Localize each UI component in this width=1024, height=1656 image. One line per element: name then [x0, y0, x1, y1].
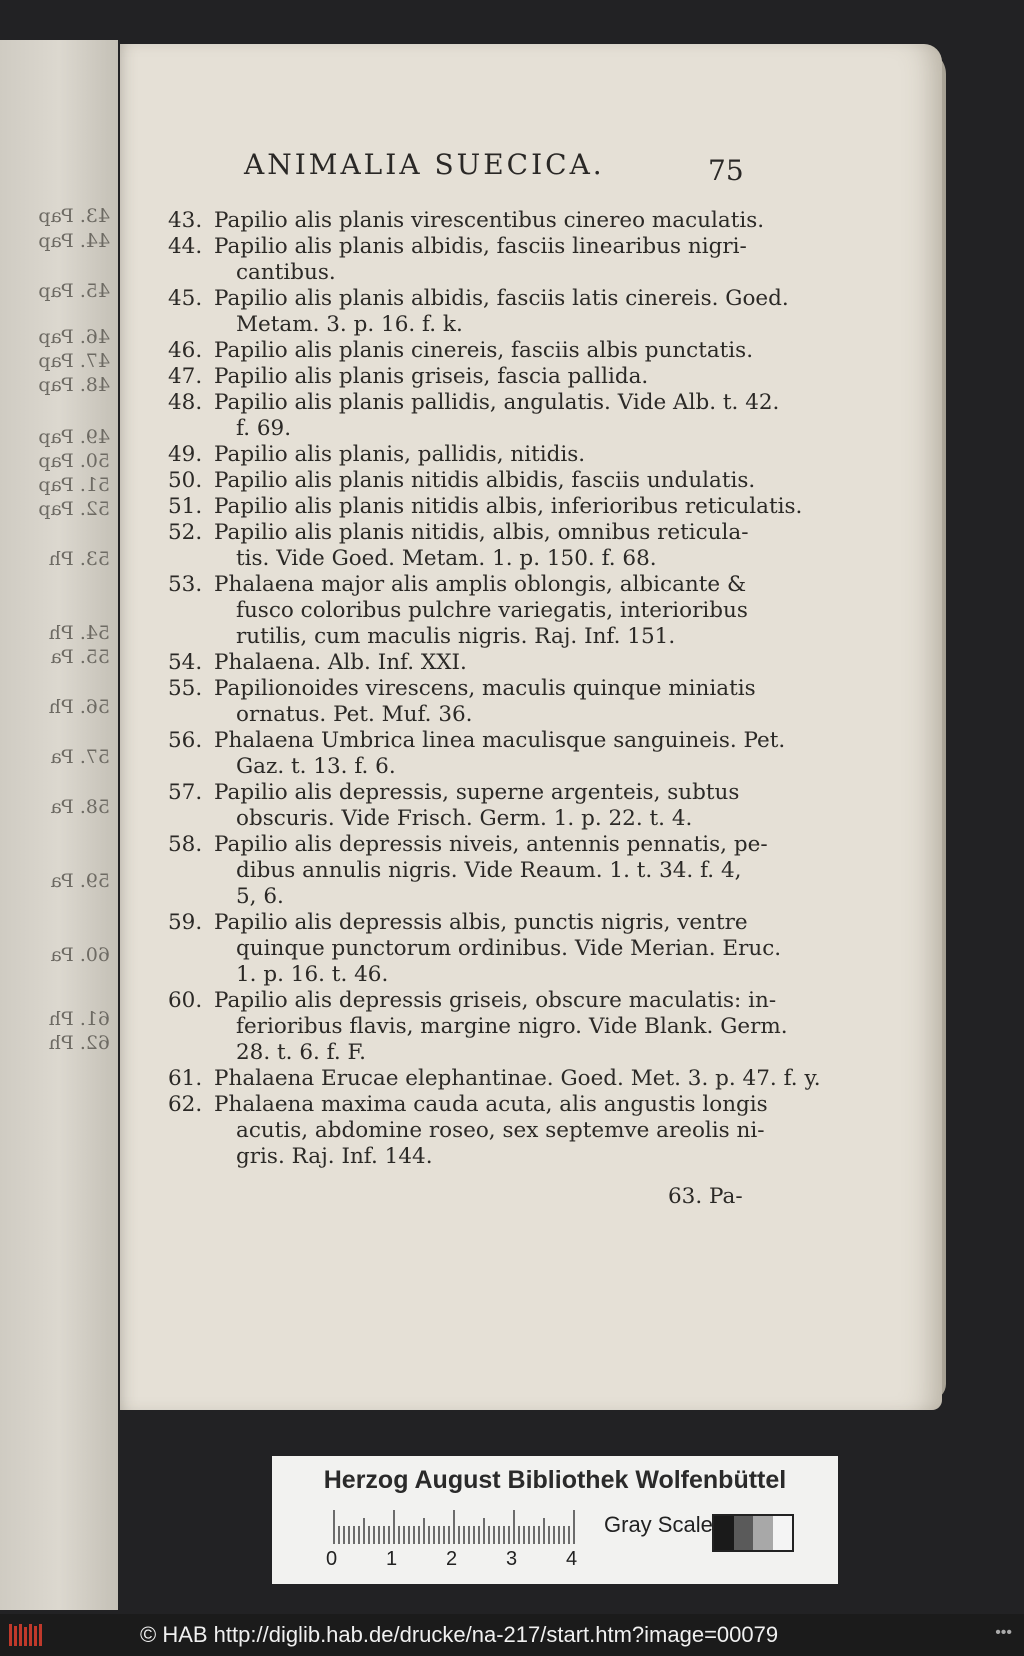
entry-item	[168, 234, 753, 286]
entry-line: Papilio alis depressis griseis, obscure maculatis: in-	[214, 988, 777, 1013]
entry-line: Papilio alis planis albidis, fasciis linearibus nigri-	[214, 234, 747, 259]
entry-text	[214, 442, 753, 468]
entry-line: Gaz. t. 13. f. 6.	[236, 754, 396, 779]
entry-item	[168, 780, 753, 832]
viewer-footer	[0, 1614, 1024, 1656]
entry-line: Papilio alis planis albidis, fasciis latis cinereis. Goed.	[214, 286, 789, 311]
entry-text	[214, 832, 768, 910]
entry-line: gris. Raj. Inf. 144.	[236, 1144, 433, 1169]
previous-page-line: 43. Pap	[38, 205, 110, 227]
entry-line: ferioribus flavis, margine nigro. Vide Blank. Germ.	[236, 1014, 788, 1039]
entry-line: Papilio alis planis nitidis, albis, omnibus reticula-	[214, 520, 749, 545]
entry-text	[214, 364, 753, 390]
previous-page-line: 47. Pap	[38, 350, 110, 372]
entry-number: 49.	[168, 442, 203, 467]
entry-line: Papilio alis depressis albis, punctis nigris, ventre	[214, 910, 748, 935]
entry-text	[214, 676, 756, 728]
entry-item	[168, 572, 753, 650]
entry-text	[214, 468, 756, 494]
entry-line: quinque punctorum ordinibus. Vide Merian. Eruc.	[236, 936, 782, 961]
entry-number: 51.	[168, 494, 203, 519]
entry-line: fusco coloribus pulchre variegatis, interioribus	[236, 598, 748, 623]
entry-line: Phalaena Umbrica linea maculisque sanguineis. Pet.	[214, 728, 786, 753]
ruler-label: 4	[566, 1548, 578, 1570]
entry-text	[214, 494, 803, 520]
entry-item	[168, 676, 756, 728]
entry-line: 1. p. 16. t. 46.	[236, 962, 389, 987]
entry-line: Papilio alis planis, pallidis, nitidis.	[214, 442, 586, 467]
color-calibration-label	[272, 1456, 838, 1584]
entry-text	[214, 390, 780, 442]
previous-page-line: 50. Pap	[38, 450, 110, 472]
entry-text	[214, 520, 753, 572]
entry-item	[168, 988, 788, 1066]
entry-number: 43.	[168, 208, 203, 233]
gray-swatch-block	[714, 1516, 734, 1550]
previous-page-line: 59. Pa	[50, 870, 110, 892]
entry-item	[168, 1092, 768, 1170]
entry-item	[168, 286, 789, 338]
entry-number: 50.	[168, 468, 203, 493]
previous-page-line: 56. Ph	[48, 696, 110, 718]
entry-item	[168, 208, 765, 234]
entry-item	[168, 728, 786, 780]
entry-number: 48.	[168, 390, 203, 415]
entry-number: 52.	[168, 520, 203, 545]
page-number: 75	[708, 154, 744, 187]
entry-item	[168, 442, 753, 468]
entry-number: 47.	[168, 364, 203, 389]
entry-number: 57.	[168, 780, 203, 805]
gray-swatch-block	[773, 1516, 793, 1550]
entry-line: Papilio alis planis virescentibus cinereo maculatis.	[214, 208, 765, 233]
entry-item	[168, 494, 803, 520]
previous-page-line: 45. Pap	[38, 280, 110, 302]
entry-text	[214, 988, 788, 1066]
previous-page-line: 54. Ph	[48, 622, 110, 644]
catchword: 63. Pa-	[668, 1184, 743, 1209]
entry-text	[214, 780, 753, 832]
entry-number: 60.	[168, 988, 203, 1013]
previous-page-line: 52. Pap	[38, 498, 110, 520]
copyright-url[interactable]: © HAB http://diglib.hab.de/drucke/na-217/start.htm?image=00079	[140, 1622, 779, 1647]
previous-page-line: 44. Pap	[38, 230, 110, 252]
entry-number: 58.	[168, 832, 203, 857]
previous-page-line: 46. Pap	[38, 326, 110, 348]
entry-line: obscuris. Vide Frisch. Germ. 1. p. 22. t. 4.	[236, 806, 693, 831]
previous-page-line: 58. Pa	[50, 796, 110, 818]
entry-line: Phalaena major alis amplis oblongis, albicante &	[214, 572, 747, 597]
ruler-label: 2	[446, 1548, 458, 1570]
gray-swatch-block	[734, 1516, 754, 1550]
entry-item	[168, 650, 753, 676]
entry-text	[214, 650, 753, 676]
entry-line: Papilio alis planis nitidis albis, inferioribus reticulatis.	[214, 494, 803, 519]
entry-line: f. 69.	[236, 416, 292, 441]
more-options-icon[interactable]: •••	[995, 1624, 1012, 1641]
entry-line: Papilio alis planis nitidis albidis, fasciis undulatis.	[214, 468, 756, 493]
entry-number: 61.	[168, 1066, 203, 1091]
previous-page-line: 53. Ph	[48, 548, 110, 570]
entry-line: Papilio alis planis cinereis, fasciis albis punctatis.	[214, 338, 754, 363]
entry-number: 59.	[168, 910, 203, 935]
previous-page-line: 62. Ph	[48, 1032, 110, 1054]
entry-line: tis. Vide Goed. Metam. 1. p. 150. f. 68.	[236, 546, 657, 571]
entry-text	[214, 1066, 821, 1092]
entry-item	[168, 364, 753, 390]
ruler-label: 1	[386, 1548, 398, 1570]
entry-item	[168, 520, 753, 572]
ruler-scale	[332, 1508, 582, 1544]
entry-text	[214, 286, 789, 338]
entry-item	[168, 910, 782, 988]
entry-item	[168, 338, 753, 364]
gray-scale-swatch	[712, 1514, 794, 1552]
ruler-label: 3	[506, 1548, 518, 1570]
previous-page-line: 51. Pap	[38, 474, 110, 496]
previous-page-line: 49. Pap	[38, 426, 110, 448]
hab-logo-icon	[8, 1622, 44, 1648]
page-title: ANIMALIA SUECICA.	[244, 148, 605, 181]
gray-scale-text: Gray Scale	[604, 1512, 713, 1537]
entry-line: Metam. 3. p. 16. f. k.	[236, 312, 463, 337]
ruler-label: 0	[326, 1548, 338, 1570]
entry-number: 62.	[168, 1092, 203, 1117]
entry-line: cantibus.	[236, 260, 336, 285]
entry-text	[214, 728, 786, 780]
entry-line: Papilio alis planis pallidis, angulatis. Vide Alb. t. 42.	[214, 390, 780, 415]
entry-item	[168, 832, 768, 910]
entry-number: 45.	[168, 286, 203, 311]
entry-text	[214, 572, 753, 650]
entry-line: acutis, abdomine roseo, sex septemve areolis ni-	[236, 1118, 765, 1143]
entry-text	[214, 208, 765, 234]
previous-page-line: 57. Pa	[50, 746, 110, 768]
entry-list	[168, 208, 821, 1170]
entry-line: rutilis, cum maculis nigris. Raj. Inf. 151.	[236, 624, 676, 649]
entry-number: 44.	[168, 234, 203, 259]
entry-line: Phalaena Erucae elephantinae. Goed. Met. 3. p. 47. f. y.	[214, 1066, 821, 1091]
entry-number: 53.	[168, 572, 203, 597]
previous-page-line: 60. Pa	[50, 944, 110, 966]
entry-item	[168, 390, 780, 442]
entry-line: Papilio alis depressis, superne argenteis, subtus	[214, 780, 740, 805]
entry-text	[214, 910, 782, 988]
previous-page-edge	[0, 40, 118, 1610]
entry-line: 28. t. 6. f. F.	[236, 1040, 366, 1065]
entry-line: Papilio alis planis griseis, fascia pallida.	[214, 364, 649, 389]
entry-number: 55.	[168, 676, 203, 701]
entry-item	[168, 468, 756, 494]
previous-page-line: 61. Ph	[48, 1008, 110, 1030]
entry-text	[214, 338, 753, 364]
entry-line: 5, 6.	[236, 884, 284, 909]
entry-line: Phalaena maxima cauda acuta, alis angustis longis	[214, 1092, 768, 1117]
entry-number: 56.	[168, 728, 203, 753]
entry-line: Papilionoides virescens, maculis quinque miniatis	[214, 676, 756, 701]
entry-line: ornatus. Pet. Muf. 36.	[236, 702, 473, 727]
entry-number: 54.	[168, 650, 203, 675]
entry-line: Papilio alis depressis niveis, antennis pennatis, pe-	[214, 832, 768, 857]
entry-text	[214, 1092, 768, 1170]
previous-page-line: 55. Pa	[50, 646, 110, 668]
institution-name: Herzog August Bibliothek Wolfenbüttel	[323, 1466, 787, 1494]
entry-item	[168, 1066, 821, 1092]
gray-swatch-block	[753, 1516, 773, 1550]
previous-page-line: 48. Pap	[38, 374, 110, 396]
entry-line: dibus annulis nigris. Vide Reaum. 1. t. 34. f. 4,	[236, 858, 742, 883]
entry-text	[214, 234, 753, 286]
entry-line: Phalaena. Alb. Inf. XXI.	[214, 650, 467, 675]
entry-number: 46.	[168, 338, 203, 363]
